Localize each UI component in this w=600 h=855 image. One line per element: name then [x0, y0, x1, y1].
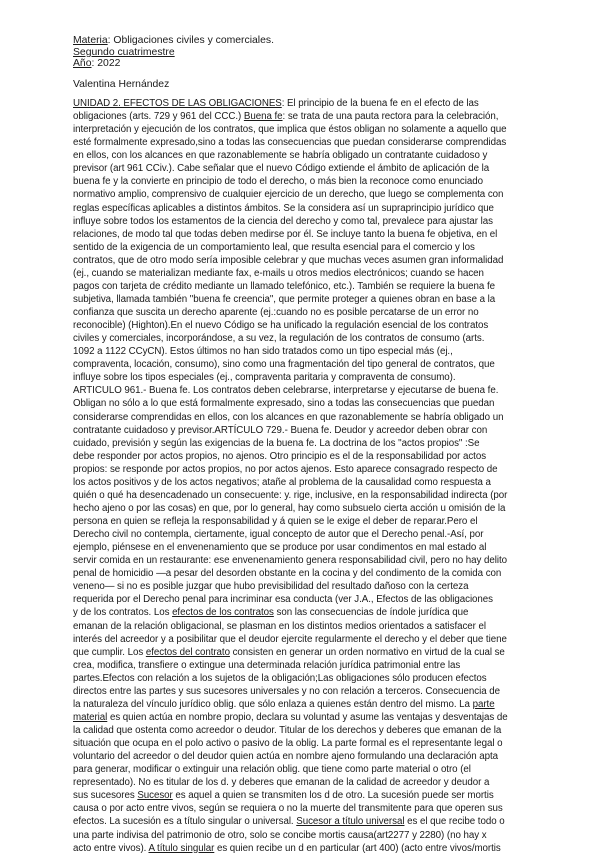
underlined-term: material [73, 711, 108, 723]
body-line [73, 567, 531, 580]
body-line [73, 97, 531, 110]
body-text: considerarse comprendidas en ellos, con los alcances en que razonablemente se habría obligado un [73, 411, 504, 423]
underlined-term: Buena fe [243, 111, 283, 123]
body-line [73, 136, 531, 149]
year-value: : 2022 [91, 58, 121, 69]
body-text: buena fe y la convierte en principio de todo el derecho, o más bien la reconoce como enunciado [73, 176, 483, 188]
body-line [73, 776, 531, 789]
body-text: civiles y comerciales, incorporándose, a su vez, la regulación de los contratos de consumo (arts. [73, 333, 485, 345]
body-line [73, 554, 531, 567]
underlined-term: A título singular [148, 842, 215, 854]
body-text: quién o qué ha desencadenado un consecuente: y. rige, inclusive, en la responsabilidad indirecta (por [73, 489, 508, 501]
body-line [73, 541, 531, 554]
body-line [73, 450, 531, 463]
body-line [73, 789, 531, 802]
body-text: en ellos, con los alcances en que razonablemente se habría obligado un contratante cuidadoso y [73, 150, 488, 162]
body-line [73, 646, 531, 659]
body-line [73, 489, 531, 502]
body-text: una parte indivisa del patrimonio de otro, solo se concibe mortis causa(art2277 y 2280) (no hay x [73, 829, 487, 841]
body-line [73, 175, 531, 188]
underlined-term: efectos del contrato [145, 646, 230, 658]
body-line [73, 123, 531, 136]
body-text: previsor (art 961 CCiv.). Cabe señalar que el nuevo Código extiende el ámbito de aplicación de la [73, 163, 490, 175]
body-text: efectos. La sucesión es a título singular o universal. [73, 816, 297, 828]
author-name: Valentina Hernández [73, 79, 170, 90]
subject-line [73, 35, 533, 47]
body-line [73, 842, 531, 855]
body-line [73, 802, 531, 815]
body-line [73, 319, 531, 332]
body-text: son las consecuencias de índole jurídica que [273, 607, 469, 619]
document-body [73, 97, 531, 855]
body-text: la calidad que ostenta como acreedor o deudor. Titular de los derechos y deberes que emanan de la [73, 725, 502, 736]
body-text: situación que ocupa en el polo activo o pasivo de la oblig. La parte formal es el representante legal o [73, 738, 503, 750]
body-line [73, 633, 531, 646]
body-line [73, 515, 531, 528]
body-text: cuidado, previsión y según las exigencias de la buena fe. La doctrina de los "actos propios" :Se [73, 437, 480, 449]
body-text: penal de homicidio —a pesar del desorden obstante en la cocina y del condimento de la comida con [73, 568, 502, 580]
underlined-term: Sucesor a título universal [296, 816, 405, 828]
body-line [73, 345, 531, 358]
body-text: representado). No es titular de los d. y deberes que emanan de la calidad de acreedor y deudor a [73, 777, 490, 789]
body-line [73, 202, 531, 215]
underlined-term: UNIDAD 2. EFECTOS DE LAS OBLIGACIONES [73, 98, 282, 109]
body-text: directos entre las partes y sus sucesores universales y no con relación a terceros. Consecuencia de [73, 685, 500, 697]
body-text: ejemplo, piénsese en el envenenamiento que se produce por usar condimentos en mal estado al [73, 542, 487, 554]
body-line [73, 424, 531, 437]
body-text: crea, modifica, transfiere o extingue una determinada relación jurídica patrimonial entre las [73, 659, 461, 671]
body-text: voluntario del acreedor o del deudor quien actúa en nombre ajeno formulando una declaración apta [73, 751, 499, 763]
body-line [73, 528, 531, 541]
body-text: sentido de la exigencia de un comportamiento leal, que resulta esencial para el comercio y los [73, 241, 475, 253]
body-text: subjetiva, llamada también "buena fe creencia", que permite proteger a quienes obran en base a la [73, 293, 496, 305]
body-text: interpretación y ejecución de los contratos, que implica que éstos obligan no solamente a aquello que [73, 124, 507, 136]
body-line [73, 358, 531, 371]
body-line [73, 241, 531, 254]
body-line [73, 476, 531, 489]
body-line [73, 397, 531, 410]
body-line [73, 228, 531, 241]
body-text: ARTICULO 961.- Buena fe. Los contratos deben celebrarse, interpretarse y ejecutarse de buena fe. [73, 385, 499, 397]
body-text: partes.Efectos con relación a los sujetos de la obligación;Las obligaciones sólo producen efectos [73, 672, 487, 684]
body-text: : se trata de una pauta rectora para la celebración, [282, 111, 499, 123]
semester-line: Segundo cuatrimestre [73, 46, 175, 58]
body-line [73, 149, 531, 162]
body-line [73, 672, 531, 685]
body-text: servir comida en un restaurante: ese envenenamiento genera responsabilidad civil, pero no hay delito [73, 555, 508, 567]
body-text: causa o por acto entre vivos, según se requiera o no la muerte del transmitente para que operen sus [73, 803, 503, 815]
body-text: pagos con tarjeta de crédito mediante un llamado telefónico, etc.). También se requiere la buena fe [73, 280, 495, 292]
body-line [73, 254, 531, 267]
body-line [73, 606, 531, 619]
body-text: es aquel a quien se transmiten los d de otro. La sucesión puede ser mortis [172, 790, 494, 802]
body-line [73, 188, 531, 201]
body-text: 1092 a 1122 CCyCN). Estos últimos no han sido tratados como un tipo especial más (ej., [73, 346, 453, 358]
body-text: hecho ajeno o por las cosas) en que, por lo general, hay como subsuelo cierta acción u omisión de la [73, 502, 506, 514]
body-line [73, 293, 531, 306]
body-text: sus sucesores [73, 790, 138, 802]
body-text: confianza que suscita un derecho aparente (ej.:cuando no es posible percatarse de un error no [73, 307, 479, 318]
subject-value: : Obligaciones civiles y comerciales. [107, 35, 274, 46]
body-line [73, 463, 531, 476]
body-text: reglas específicas aplicables a distintos ámbitos. Se la considera así un supraprincipio jurídico que [73, 202, 494, 214]
body-text: acto entre vivos). [73, 842, 149, 854]
body-text: relaciones, de modo tal que todas deben medirse por él. Se incluye tanto la buena fe objetiva, en el [73, 228, 498, 240]
body-text: para generar, modificar o extinguir una relación oblig. que tiene como parte material o otro (el [73, 764, 471, 776]
body-text: los actos positivos y de los actos negativos; atañe al problema de la causalidad como respuesta a [73, 476, 491, 488]
body-line [73, 763, 531, 776]
body-line [73, 593, 531, 606]
body-text: requerida por el Derecho penal para incriminar esa conducta (ver J.A., Efectos de las obligaciones [73, 594, 493, 606]
body-line [73, 411, 531, 424]
underlined-term: parte [472, 698, 495, 710]
body-text: persona en quien se refleja la responsabilidad y á quien se le exige el deber de reparar.Pero el [73, 516, 478, 527]
body-line [73, 267, 531, 280]
body-line [73, 737, 531, 750]
body-line [73, 698, 531, 711]
body-text: es el que recibe todo o [404, 816, 505, 828]
body-line [73, 162, 531, 175]
body-line [73, 280, 531, 293]
body-text: compraventa, locación, consumo), sino como una fragmentación del tipo general de contratos, que [73, 359, 495, 371]
body-text: Derecho civil no contempla, ciertamente, igual concepto de autor que el Derecho penal.-Así, por [73, 529, 484, 541]
body-line [73, 371, 531, 384]
body-text: interés del acreedor y a posibilitar que el deudor ejercite regularmente el derecho y el deber que tiene [73, 633, 507, 645]
body-line [73, 580, 531, 593]
body-text: (ej., cuando se materializan mediante fax, e-mails u otros medios electrónicos; cuando se hacen [73, 267, 484, 279]
body-text: que cumplir. Los [73, 646, 146, 658]
body-line [73, 829, 531, 842]
year-line [73, 58, 533, 70]
body-line [73, 815, 531, 828]
body-text: consisten en generar un orden normativo en virtud de la cual se [229, 646, 505, 658]
body-line [73, 750, 531, 763]
body-text: propios: se responde por actos propios, no por actos ajenos. Esto aparece consagrado respecto de [73, 463, 498, 475]
body-text: veneno— si no es posible juzgar que hubo previsibilidad del resultado dañoso con la certeza [73, 581, 469, 593]
body-text: esté formalmente expresado,sino a todas las consecuencias que puedan considerarse comprendidas [73, 137, 507, 149]
body-line [73, 659, 531, 672]
body-text: es quien actúa en nombre propio, declara su voluntad y asume las ventajas y desventajas de [107, 711, 508, 723]
body-text: : El principio de la buena fe en el efecto de las [281, 98, 479, 109]
body-line [73, 332, 531, 345]
body-line [73, 620, 531, 633]
body-text: y de los contratos. Los [73, 607, 173, 619]
body-line [73, 685, 531, 698]
body-line [73, 215, 531, 228]
body-line [73, 306, 531, 319]
body-text: reconocible) (Highton).En el nuevo Código se ha unificado la regulación esencial de los contratos [73, 320, 489, 332]
document-header [73, 35, 533, 70]
body-text: la naturaleza del vínculo jurídico oblig. que sólo enlaza a quienes están dentro del mismo. La [73, 698, 473, 710]
body-line [73, 437, 531, 450]
body-text: Obligan no sólo a lo que está formalmente expresado, sino a todas las consecuencias que puedan [73, 398, 495, 410]
body-line [73, 711, 531, 724]
body-text: influye sobre los tipos especiales (ej., compraventa paritaria y compraventa de consumo). [73, 372, 456, 384]
body-text: normativo amplio, comprensivo de cualquier ejercicio de un derecho, que luego se complementa con [73, 189, 504, 201]
body-line [73, 502, 531, 515]
body-line [73, 110, 531, 123]
body-text: emanan de la relación obligacional, se plasman en los distintos medios orientados a satisfacer el [73, 620, 487, 632]
body-line [73, 384, 531, 397]
year-label: Año [73, 58, 92, 69]
body-text: es quien recibe un d en particular (art 400) (acto entre vivos/mortis [214, 842, 501, 854]
body-line [73, 724, 531, 737]
body-text: debe responder por actos propios, no ajenos. Otro principio es el de la responsabilidad por actos [73, 450, 487, 462]
subject-label: Materia [73, 35, 108, 46]
underlined-term: efectos de los contratos [172, 607, 274, 619]
body-text: influye sobre todos los estamentos de la ciencia del derecho y como tal, prevalece para ajustar las [73, 215, 493, 227]
body-text: obligaciones (arts. 729 y 961 del CCC.) [73, 111, 244, 123]
body-text: contratos, que de otro modo sería imposible celebrar y que muchas veces asumen gran informalidad [73, 254, 504, 266]
underlined-term: Sucesor [137, 790, 173, 802]
body-text: contratante cuidadoso y previsor.ARTÍCULO 729.- Buena fe. Deudor y acreedor deben obrar con [73, 424, 488, 436]
